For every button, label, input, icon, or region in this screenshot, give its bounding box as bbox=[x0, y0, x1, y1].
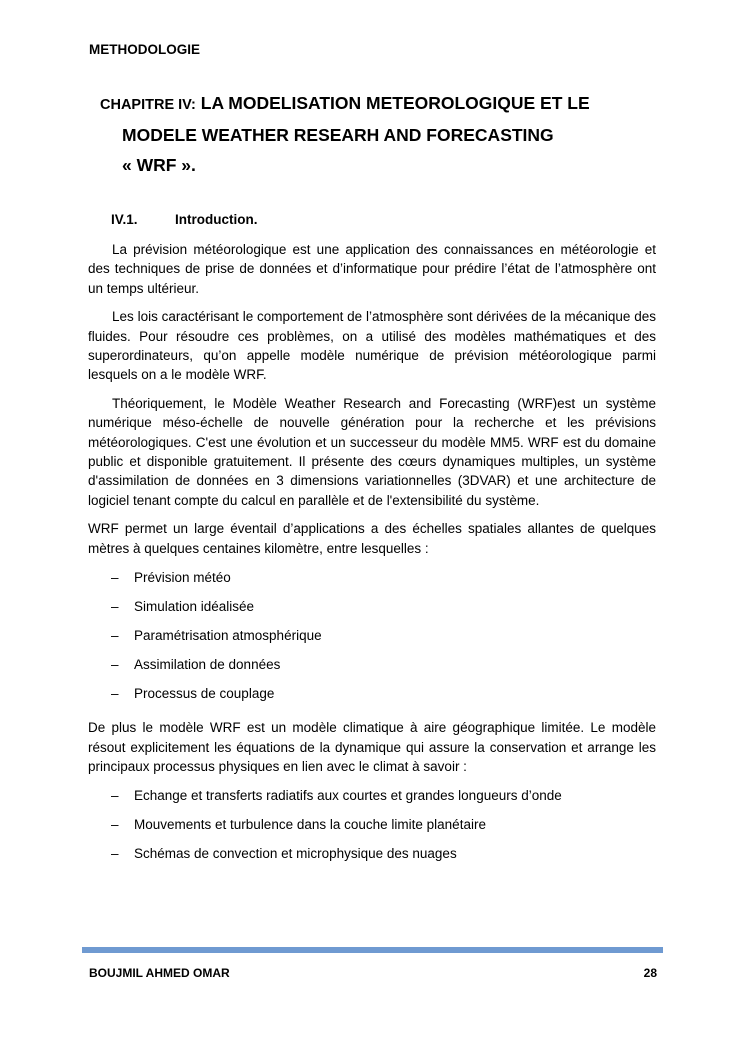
dash-bullet: – bbox=[111, 570, 119, 586]
chapter-title-line2: MODELE WEATHER RESEARH AND FORECASTING bbox=[122, 125, 554, 145]
dash-bullet: – bbox=[111, 686, 119, 702]
dash-bullet: – bbox=[111, 657, 119, 673]
section-heading bbox=[111, 212, 257, 227]
dash-bullet: – bbox=[111, 628, 119, 644]
list-item: – Prévision météo bbox=[88, 567, 656, 596]
paragraph: La prévision météorologique est une application des connaissances en météorologie et des techniques de prise de données et d’informatique pour prédire l’état de l’atmosphère ont un temps ultérieur. bbox=[88, 242, 656, 296]
list-item: – Assimilation de données bbox=[88, 654, 656, 683]
list-item: – Paramétrisation atmosphérique bbox=[88, 625, 656, 654]
chapter-title bbox=[100, 88, 660, 180]
section-title: Introduction. bbox=[175, 212, 258, 227]
dash-bullet: – bbox=[111, 788, 119, 804]
body-text bbox=[88, 240, 656, 878]
list-item: – Mouvements et turbulence dans la couche limite planétaire bbox=[88, 814, 656, 843]
dash-bullet: – bbox=[111, 817, 119, 833]
paragraph: De plus le modèle WRF est un modèle climatique à aire géographique limitée. Le modèle résout explicitement les équations de la dynamique qui assure la conservation et arrange les principaux processus physiques en lien avec le climat à savoir : bbox=[88, 720, 656, 774]
dash-bullet: – bbox=[111, 846, 119, 862]
chapter-title-line3: « WRF ». bbox=[122, 155, 196, 175]
footer-author: BOUJMIL AHMED OMAR bbox=[89, 966, 230, 980]
dash-bullet: – bbox=[111, 599, 119, 615]
paragraph: WRF permet un large éventail d’applications a des échelles spatiales allantes de quelques mètres à quelques centaines kilomètre, entre lesquelles : bbox=[88, 521, 656, 556]
chapter-prefix: CHAPITRE IV: bbox=[100, 97, 196, 113]
applications-list bbox=[88, 567, 656, 712]
paragraph: Les lois caractérisant le comportement de l’atmosphère sont dérivées de la mécanique des fluides. Pour résoudre ces problèmes, on a utilisé des modèles mathématiques et des superordinateurs, qu’on appelle modèle numérique de prévision météorologique parmi lesquels on a le modèle WRF. bbox=[88, 309, 656, 383]
list-item: – Simulation idéalisée bbox=[88, 596, 656, 625]
list-item: – Schémas de convection et microphysique des nuages bbox=[88, 843, 656, 872]
physics-list bbox=[88, 785, 656, 872]
section-number: IV.1. bbox=[111, 212, 138, 227]
footer-divider bbox=[82, 947, 663, 953]
list-item: – Echange et transferts radiatifs aux courtes et grandes longueurs d’onde bbox=[88, 785, 656, 814]
chapter-title-line1: LA MODELISATION METEOROLOGIQUE ET LE bbox=[200, 93, 590, 113]
page-number: 28 bbox=[643, 966, 657, 980]
list-item: – Processus de couplage bbox=[88, 683, 656, 712]
paragraph: Théoriquement, le Modèle Weather Research and Forecasting (WRF)est un système numérique méso-échelle de nouvelle génération pour la recherche et les prévisions météorologiques. C'est une évolution et un successeur du modèle MM5. WRF est du domaine public et disponible gratuitement. Il présente des cœurs dynamiques multiples, un système d'assimilation de données en 3 dimensions variationnelles (3DVAR) et une architecture de logiciel tenant compte du calcul en parallèle et de l'extensibilité du système. bbox=[88, 395, 656, 508]
running-header: METHODOLOGIE bbox=[89, 42, 200, 57]
